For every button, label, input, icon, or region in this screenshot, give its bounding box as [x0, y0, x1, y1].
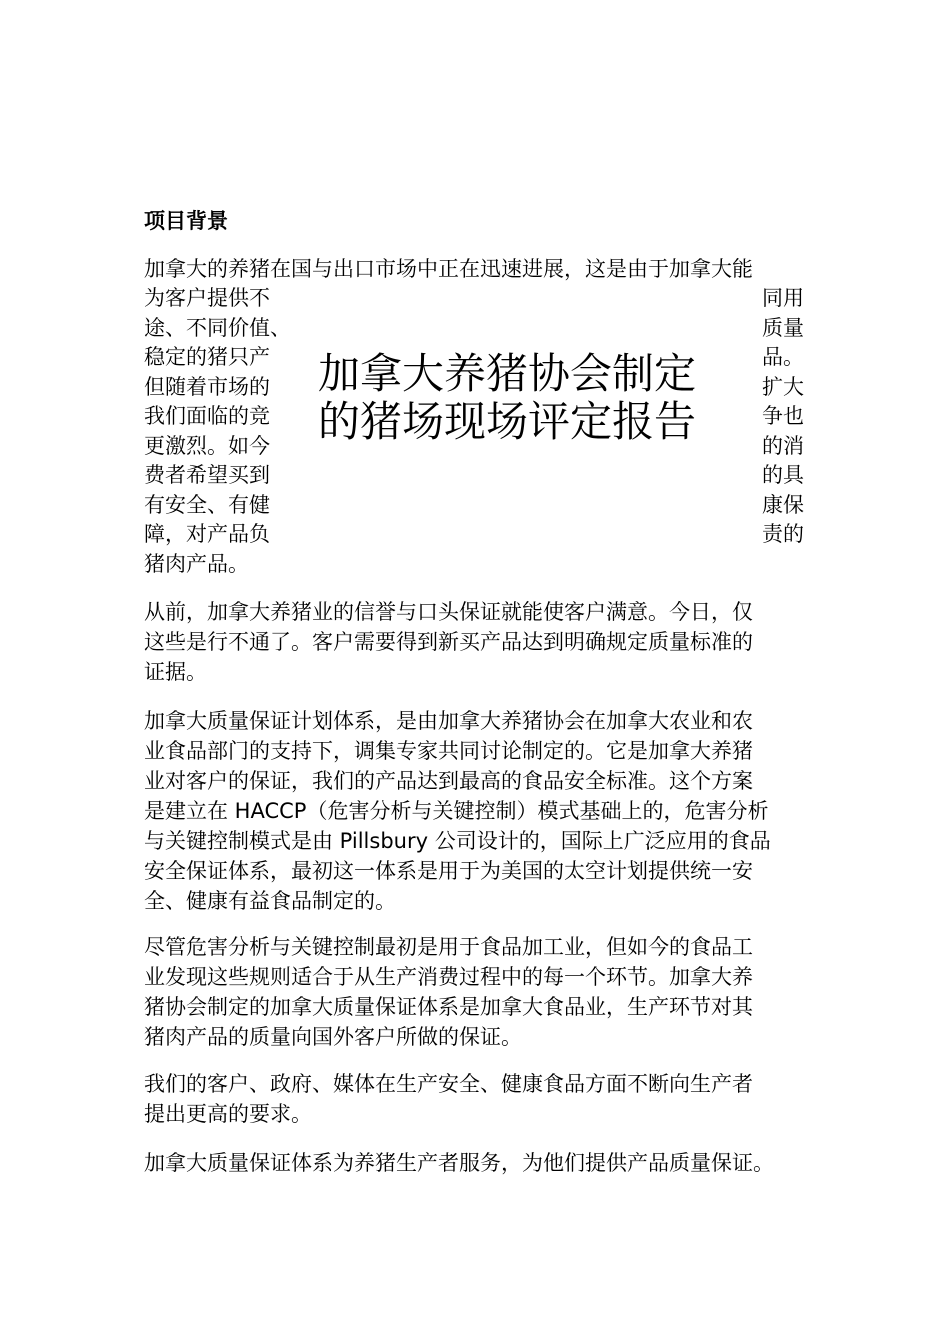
wrap-right-line: 扩大: [762, 374, 804, 399]
wrap-left-line: 猪肉产品。: [144, 551, 249, 576]
wrap-left-line: 费者希望买到: [144, 463, 270, 487]
wrap-left-line: 为客户提供不: [144, 286, 270, 310]
wrap-right-line: 康保: [762, 492, 804, 517]
wrap-right-line: 同用: [762, 286, 804, 310]
paragraph: [144, 932, 808, 1052]
title-line: 的猪场现场评定报告: [318, 397, 697, 446]
paragraph-line: 加拿大质量保证计划体系，是由加拿大养猪协会在加拿大农业和农: [144, 709, 753, 733]
wrap-left-line: 更激烈。如今: [144, 433, 270, 458]
paragraph-line: 提出更高的要求。: [144, 1102, 312, 1126]
paragraph-line: 全、健康有益食品制定的。: [144, 889, 396, 913]
wrap-left-line: 障，对产品负: [144, 522, 270, 546]
wrap-left-line: 有安全、有健: [144, 492, 270, 517]
paragraph-line: 这些是行不通了。客户需要得到新买产品达到明确规定质量标准的: [144, 630, 753, 654]
intro-first-line: 加拿大的养猪在国与出口市场中正在迅速进展，这是由于加拿大能: [144, 257, 753, 281]
paragraph: [144, 1148, 808, 1178]
wrap-left-line: 稳定的猪只产: [144, 345, 270, 369]
paragraph-line: 加拿大质量保证体系为养猪生产者服务，为他们提供产品质量保证。: [144, 1151, 774, 1175]
wrap-left-line: 但随着市场的: [144, 374, 270, 399]
paragraph-line: 与关键控制模式是由 Pillsbury 公司设计的，国际上广泛应用的食品: [144, 829, 771, 853]
paragraph-line: 猪肉产品的质量向国外客户所做的保证。: [144, 1025, 522, 1049]
paragraph-line: 尽管危害分析与关键控制最初是用于食品加工业，但如今的食品工: [144, 935, 753, 959]
paragraph-line: 我们的客户、政府、媒体在生产安全、健康食品方面不断向生产者: [144, 1072, 753, 1096]
paragraph: [144, 597, 808, 687]
section-heading: 项目背景: [144, 209, 228, 233]
wrap-left-line: 途、不同价值、: [144, 315, 291, 340]
paragraph-line: 证据。: [144, 660, 207, 684]
paragraph-line: 是建立在 HACCP（危害分析与关键控制）模式基础上的，危害分析: [144, 799, 769, 823]
wrap-right-line: 品。: [762, 345, 804, 369]
wrap-right-line: 的消: [762, 433, 804, 458]
wrap-right-line: 责的: [762, 522, 804, 546]
wrap-right-line: 争也: [762, 404, 804, 428]
title-line: 加拿大养猪协会制定: [318, 349, 697, 398]
paragraph-line: 猪协会制定的加拿大质量保证体系是加拿大食品业，生产环节对其: [144, 995, 753, 1019]
paragraph-line: 业发现这些规则适合于从生产消费过程中的每一个环节。加拿大养: [144, 965, 753, 989]
wrap-right-line: 质量: [762, 315, 804, 340]
wrap-left-line: 我们面临的竞: [144, 404, 270, 428]
wrap-right-line: 的具: [762, 463, 804, 487]
paragraph-line: 业对客户的保证，我们的产品达到最高的食品安全标准。这个方案: [144, 769, 753, 793]
paragraph: [144, 706, 808, 916]
document-title: [318, 350, 738, 446]
paragraph-line: 业食品部门的支持下，调集专家共同讨论制定的。它是加拿大养猪: [144, 739, 753, 763]
paragraph-line: 安全保证体系，最初这一体系是用于为美国的太空计划提供统一安: [144, 859, 753, 883]
paragraph: [144, 1069, 808, 1129]
paragraph-line: 从前，加拿大养猪业的信誉与口头保证就能使客户满意。今日，仅: [144, 600, 753, 624]
